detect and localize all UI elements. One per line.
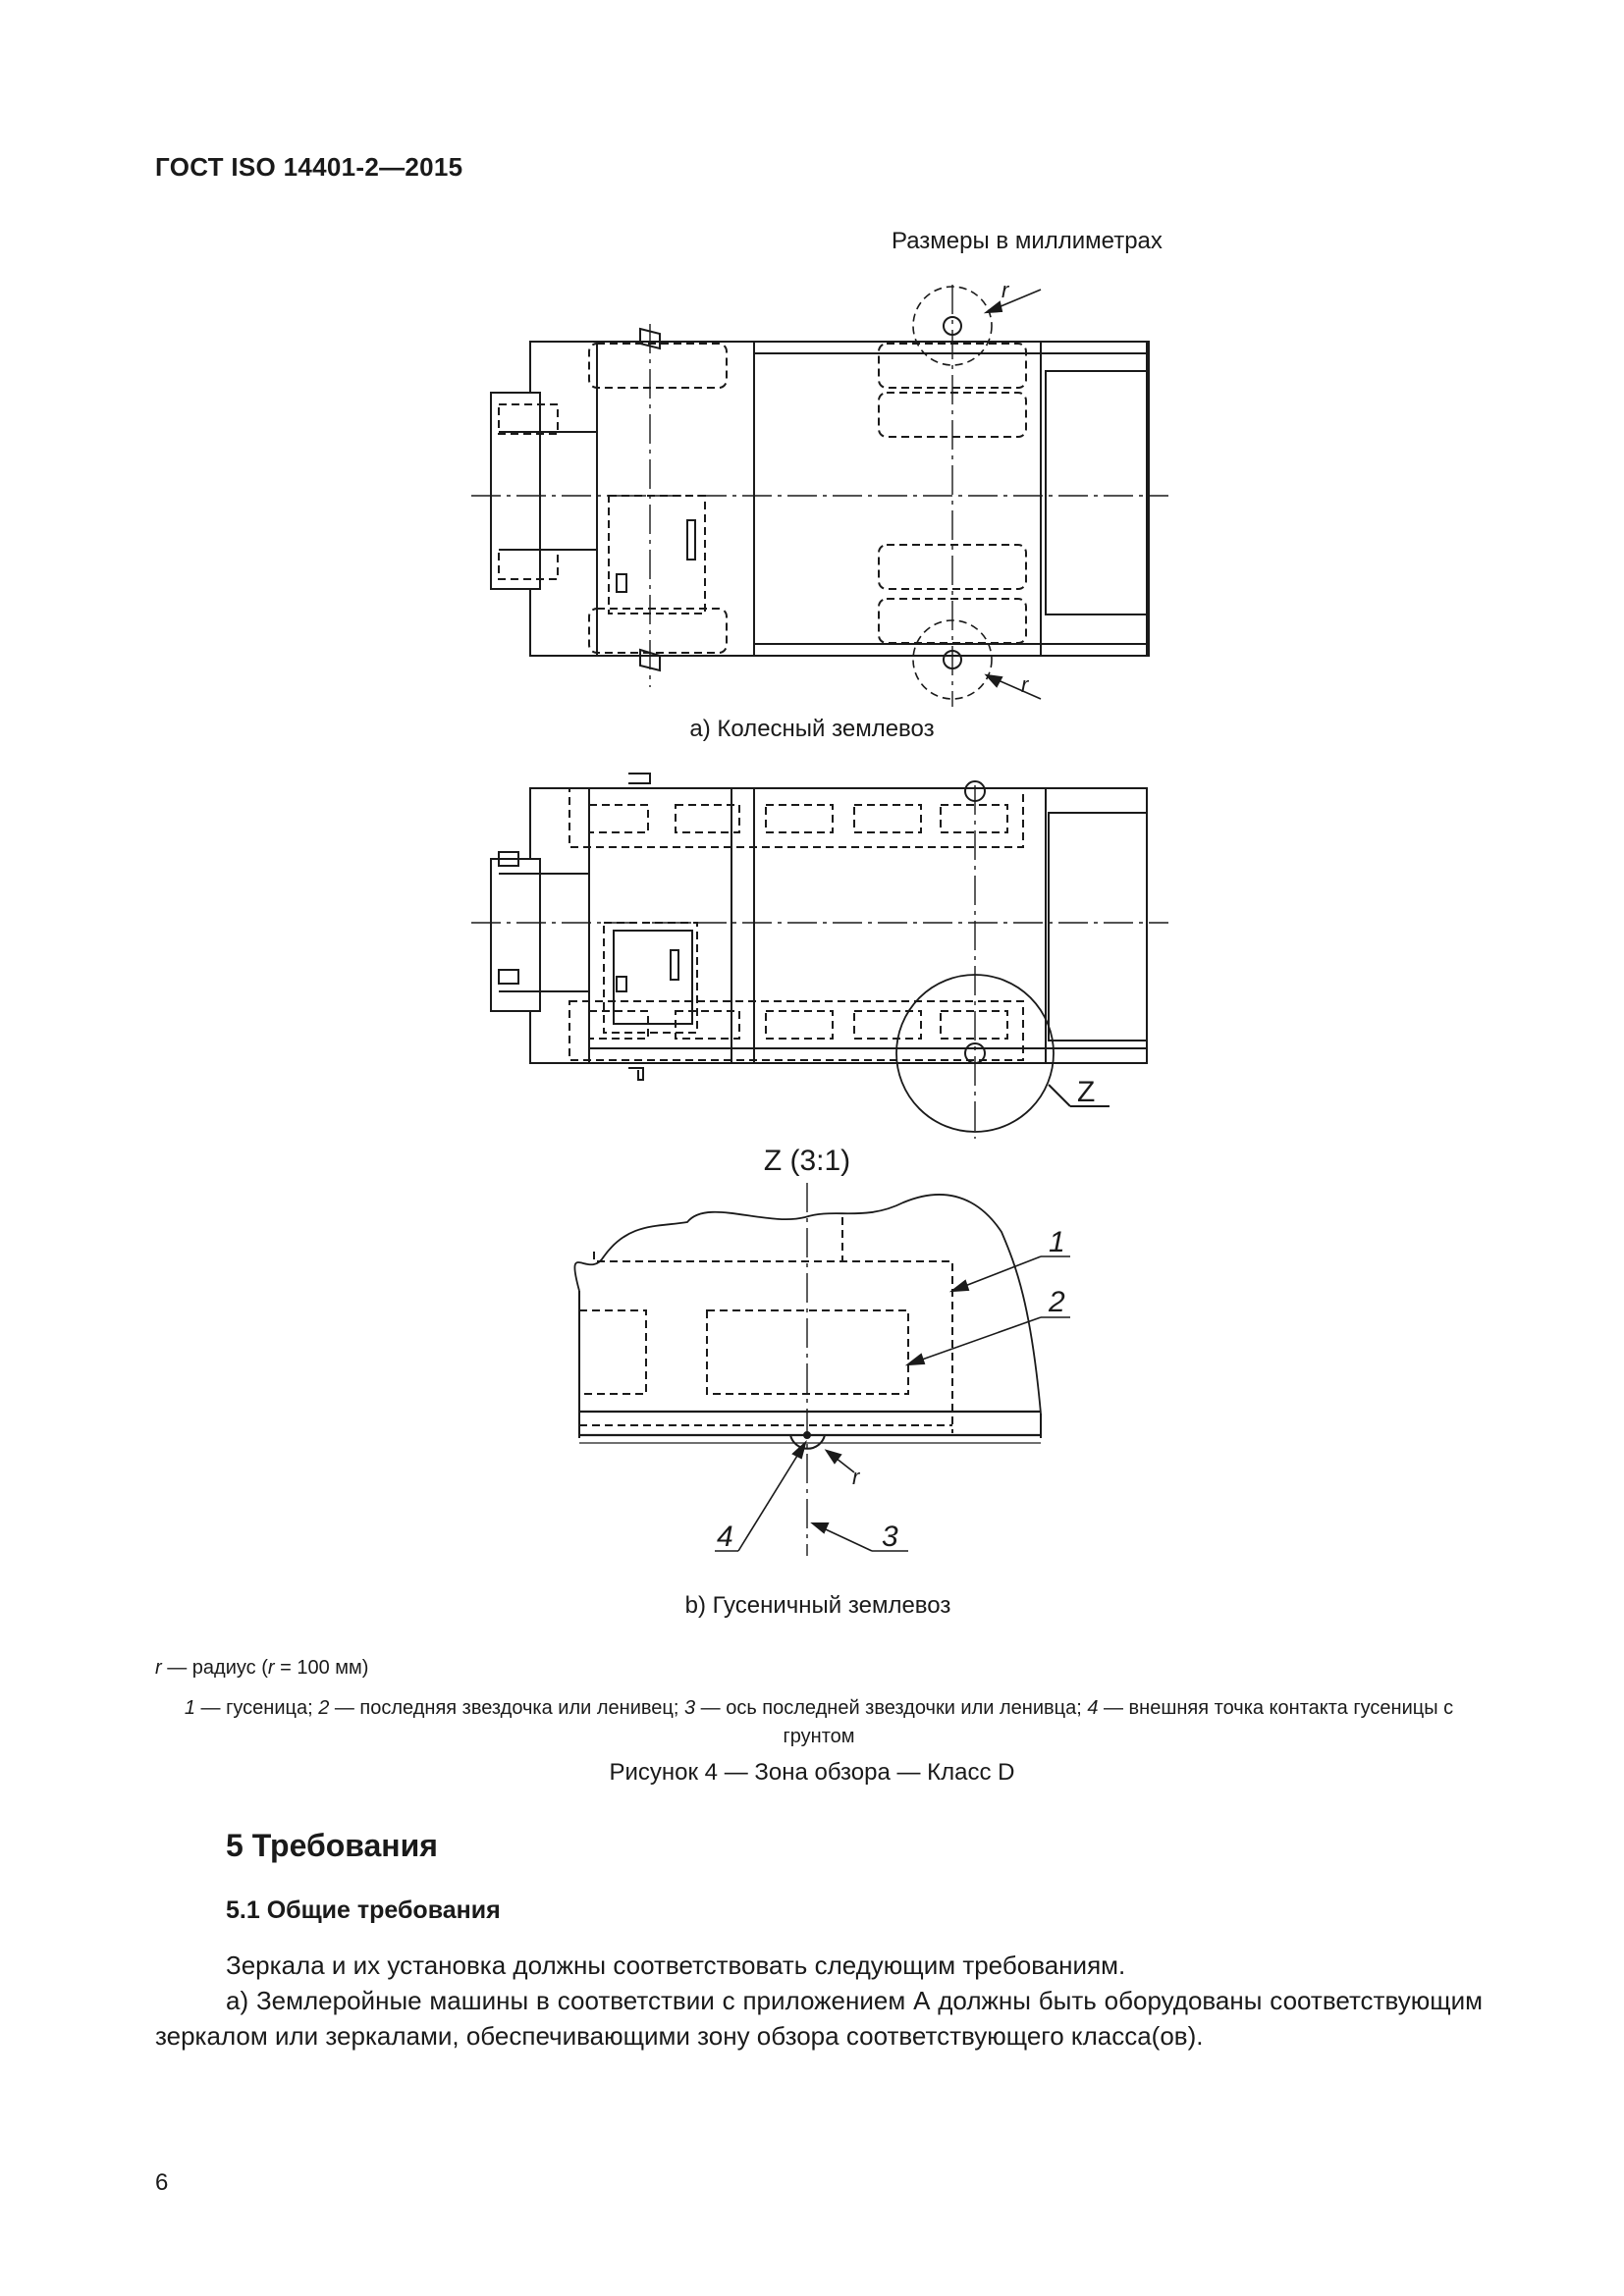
figure-title: Рисунок 4 — Зона обзора — Класс D bbox=[609, 1759, 1015, 1786]
page-number: 6 bbox=[155, 2169, 169, 2196]
caption-wheeled: а) Колесный землевоз bbox=[689, 716, 935, 742]
section-heading: 5 Требования bbox=[226, 1828, 438, 1863]
callout-3: 3 bbox=[882, 1521, 898, 1553]
label-r-bottom: r bbox=[1021, 672, 1029, 697]
callout-2: 2 bbox=[1049, 1286, 1065, 1318]
caption-tracked: b) Гусеничный землевоз bbox=[684, 1592, 951, 1619]
figure-legend: 1 — гусеница; 2 — последняя звездочка или ленивец; 3 — ось последней звездочки или ленивца; 4 — внешняя точка контакта гусеницы с грунтом bbox=[184, 1697, 1454, 1747]
detail-title: Z (3:1) bbox=[763, 1145, 851, 1177]
radius-note: r — радиус (r = 100 мм) bbox=[155, 1657, 369, 1679]
document-header: ГОСТ ISO 14401-2—2015 bbox=[155, 152, 463, 182]
paragraph-intro: Зеркала и их установка должны соответствовать следующим требованиям. bbox=[226, 1950, 1126, 1980]
callout-1: 1 bbox=[1049, 1226, 1065, 1258]
subsection-heading: 5.1 Общие требования bbox=[226, 1896, 501, 1924]
units-note: Размеры в миллиметрах bbox=[892, 228, 1163, 254]
callout-4: 4 bbox=[717, 1521, 733, 1553]
tracked-dumper-drawing bbox=[471, 774, 1168, 1139]
label-r-detail: r bbox=[852, 1465, 860, 1489]
label-z: Z bbox=[1077, 1076, 1096, 1108]
wheeled-dumper-drawing bbox=[471, 285, 1168, 707]
paragraph-a: а) Землеройные машины в соответствии с приложением А должны быть оборудованы соответствующим зеркалом или зеркалами, обеспечивающими зону обзора соответствующего класса(ов). bbox=[155, 1986, 1483, 2051]
detail-z-drawing bbox=[574, 1183, 1070, 1556]
label-r-top: r bbox=[1001, 278, 1009, 302]
